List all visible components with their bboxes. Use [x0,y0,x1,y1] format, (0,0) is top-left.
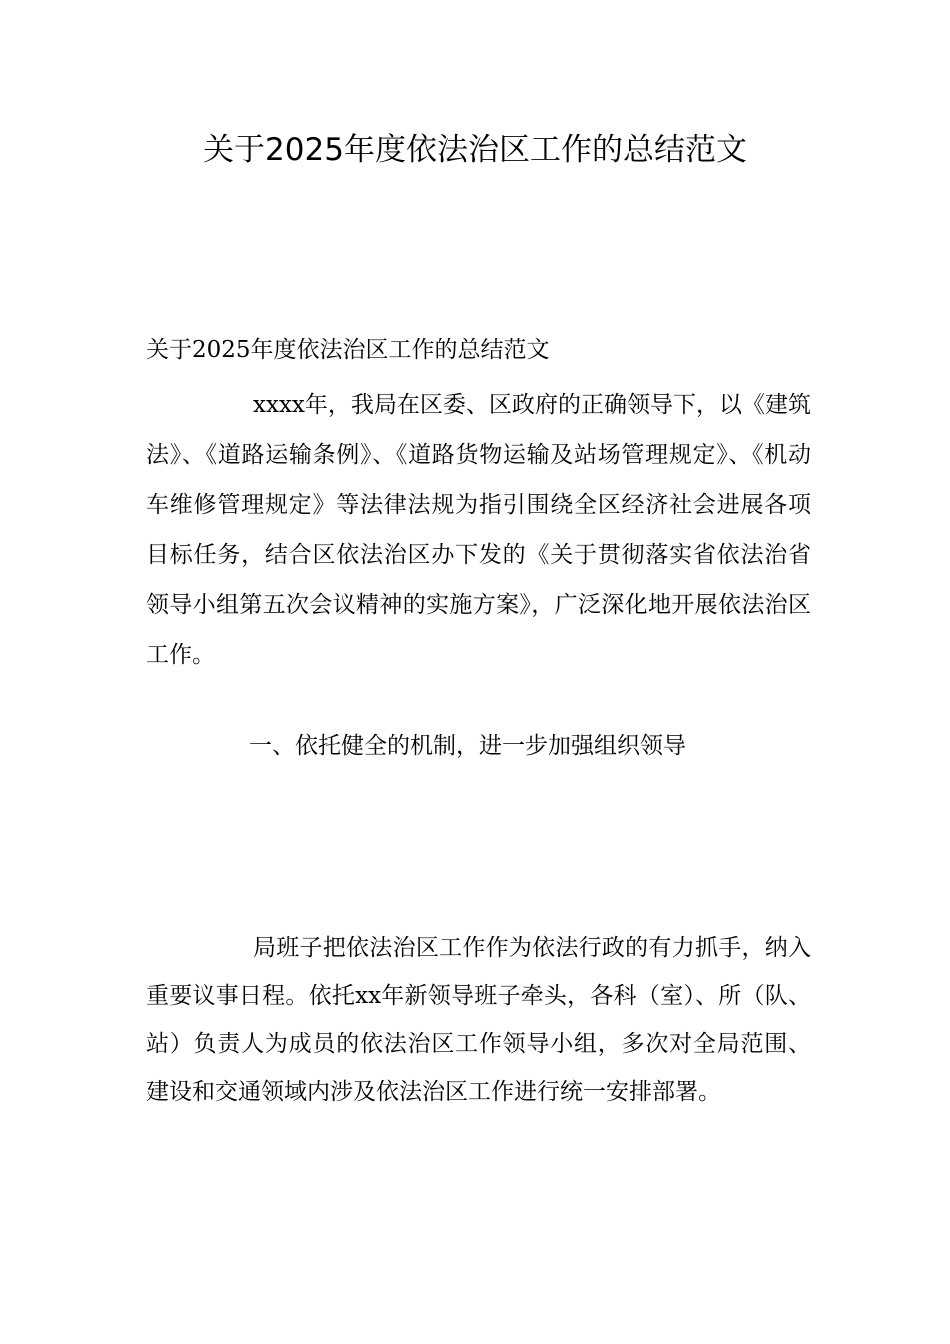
document-title: 关于2025年度依法治区工作的总结范文 [203,132,747,168]
paragraph-section-1: 局班子把依法治区工作作为依法行政的有力抓手，纳入重要议事日程。依托xx年新领导班子牵头，各科（室）、所（队、站）负责人为成员的依法治区工作领导小组，多次对全局范围、建设和交通领域内涉及依法治区工作进行统一安排部署。 [146,935,811,1105]
paragraph-intro: xxxx年，我局在区委、区政府的正确领导下，以《建筑法》、《道路运输条例》、《道路货物运输及站场管理规定》、《机动车维修管理规定》等法律法规为指引围绕全区经济社会进展各项目标任务，结合区依法治区办下发的《关于贯彻落实省依法治省领导小组第五次会议精神的实施方案》，广泛深化地开展依法治区工作。 [146,392,811,668]
section-heading-1: 一、依托健全的机制，进一步加强组织领导 [249,733,686,759]
document-subtitle: 关于2025年度依法治区工作的总结范文 [146,337,550,363]
